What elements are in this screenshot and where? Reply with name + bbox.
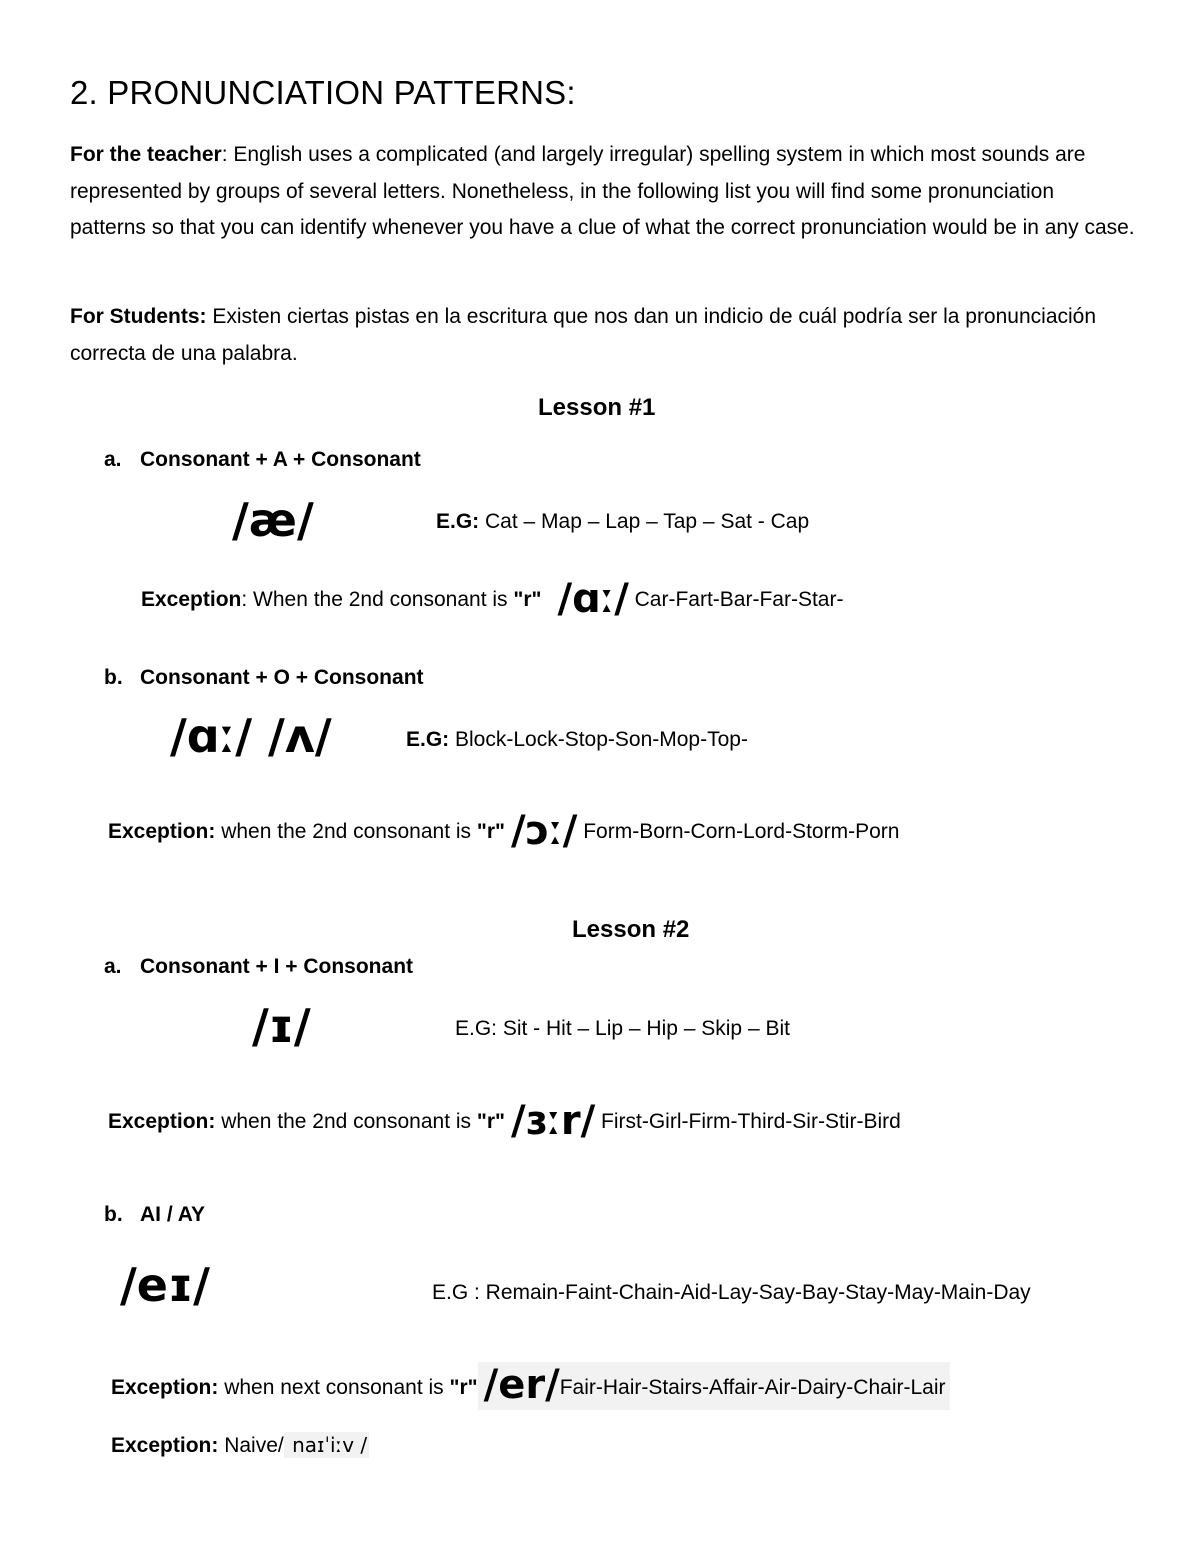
exception-ipa: /ɜːr/: [510, 1098, 596, 1144]
lesson-2-title: Lesson #2: [572, 916, 690, 943]
lesson-1-title: Lesson #1: [538, 394, 656, 421]
example-label: E.G:: [436, 510, 480, 533]
lesson-1-rule-a: [104, 448, 421, 472]
teacher-label: For the teacher: [70, 143, 222, 166]
exception-line: [111, 1362, 950, 1410]
example-label: E.G:: [406, 728, 450, 751]
students-paragraph: [70, 299, 1135, 372]
rule-text: AI / AY: [140, 1203, 205, 1226]
example-line: [406, 728, 748, 752]
exception-words: Car-Fart-Bar-Far-Star-: [628, 588, 844, 611]
exception-line: [111, 1433, 369, 1458]
lesson-1-rule-b: [104, 666, 424, 690]
ipa-symbol: /æ/: [232, 493, 314, 547]
exception-ipa: naɪˈiːv /: [285, 1433, 368, 1457]
exception-quote: "r": [476, 820, 505, 843]
exception-line: [108, 808, 899, 854]
exception-quote: "r": [476, 1110, 505, 1133]
exception-text: when the 2nd consonant is: [215, 820, 477, 843]
students-text: Existen ciertas pistas en la escritura que nos dan un indicio de cuál podría ser la pronunciación correcta de una palabra.: [70, 305, 1097, 365]
exception-label: Exception:: [108, 820, 216, 843]
exception-words: First-Girl-Firm-Third-Sir-Stir-Bird: [595, 1110, 901, 1133]
ipa-symbol: /ɪ/: [252, 999, 311, 1053]
lesson-2-rule-a: [104, 955, 413, 979]
exception-ipa: /ɑː/: [557, 576, 629, 622]
exception-quote: "r": [513, 588, 542, 611]
exception-text: Naive/: [218, 1434, 284, 1457]
ipa-symbol: /eɪ/: [120, 1258, 210, 1312]
teacher-text: : English uses a complicated (and largely irregular) spelling system in which most sounds are represented by groups of several letters. Nonetheless, in the following list you will find some pronunciation patterns so that you can identify whenever you have a clue of what the correct pronunciation would be in any case.: [70, 143, 1135, 239]
exception-words: Fair-Hair-Stairs-Affair-Air-Dairy-Chair-Lair: [559, 1376, 946, 1399]
exception-text: : When the 2nd consonant is: [241, 588, 514, 611]
page-title: 2. PRONUNCIATION PATTERNS:: [70, 74, 576, 111]
exception-label: Exception:: [108, 1110, 216, 1133]
exception-label: Exception: [141, 588, 242, 611]
exception-ipa: /ɔː/: [510, 808, 578, 854]
example-words: Block-Lock-Stop-Son-Mop-Top-: [449, 728, 748, 751]
exception-line: [141, 576, 843, 622]
exception-line: [108, 1098, 901, 1144]
example-line: [436, 510, 809, 534]
exception-words: Form-Born-Corn-Lord-Storm-Porn: [577, 820, 900, 843]
rule-text: Consonant + I + Consonant: [140, 955, 414, 978]
rule-marker: b.: [104, 666, 123, 689]
example-line: E.G : Remain-Faint-Chain-Aid-Lay-Say-Bay-Stay-May-Main-Day: [432, 1281, 1031, 1304]
rule-text: Consonant + O + Consonant: [140, 666, 424, 689]
example-words: Cat – Map – Lap – Tap – Sat - Cap: [479, 510, 810, 533]
rule-marker: b.: [104, 1203, 123, 1226]
rule-marker: a.: [104, 955, 122, 978]
teacher-paragraph: [70, 137, 1135, 247]
exception-shaded-segment: [478, 1362, 950, 1410]
exception-text: when next consonant is: [218, 1376, 450, 1399]
exception-text: when the 2nd consonant is: [215, 1110, 477, 1133]
exception-ipa: /er/: [483, 1362, 560, 1408]
rule-text: Consonant + A + Consonant: [140, 448, 421, 471]
exception-quote: "r": [449, 1376, 478, 1399]
ipa-symbol: /ɑː/ /ʌ/: [170, 709, 332, 763]
example-line: E.G: Sit - Hit – Lip – Hip – Skip – Bit: [455, 1017, 790, 1040]
exception-label: Exception:: [111, 1434, 219, 1457]
students-label: For Students:: [70, 305, 207, 328]
lesson-2-rule-b: [104, 1203, 205, 1227]
exception-label: Exception:: [111, 1376, 219, 1399]
rule-marker: a.: [104, 448, 122, 471]
